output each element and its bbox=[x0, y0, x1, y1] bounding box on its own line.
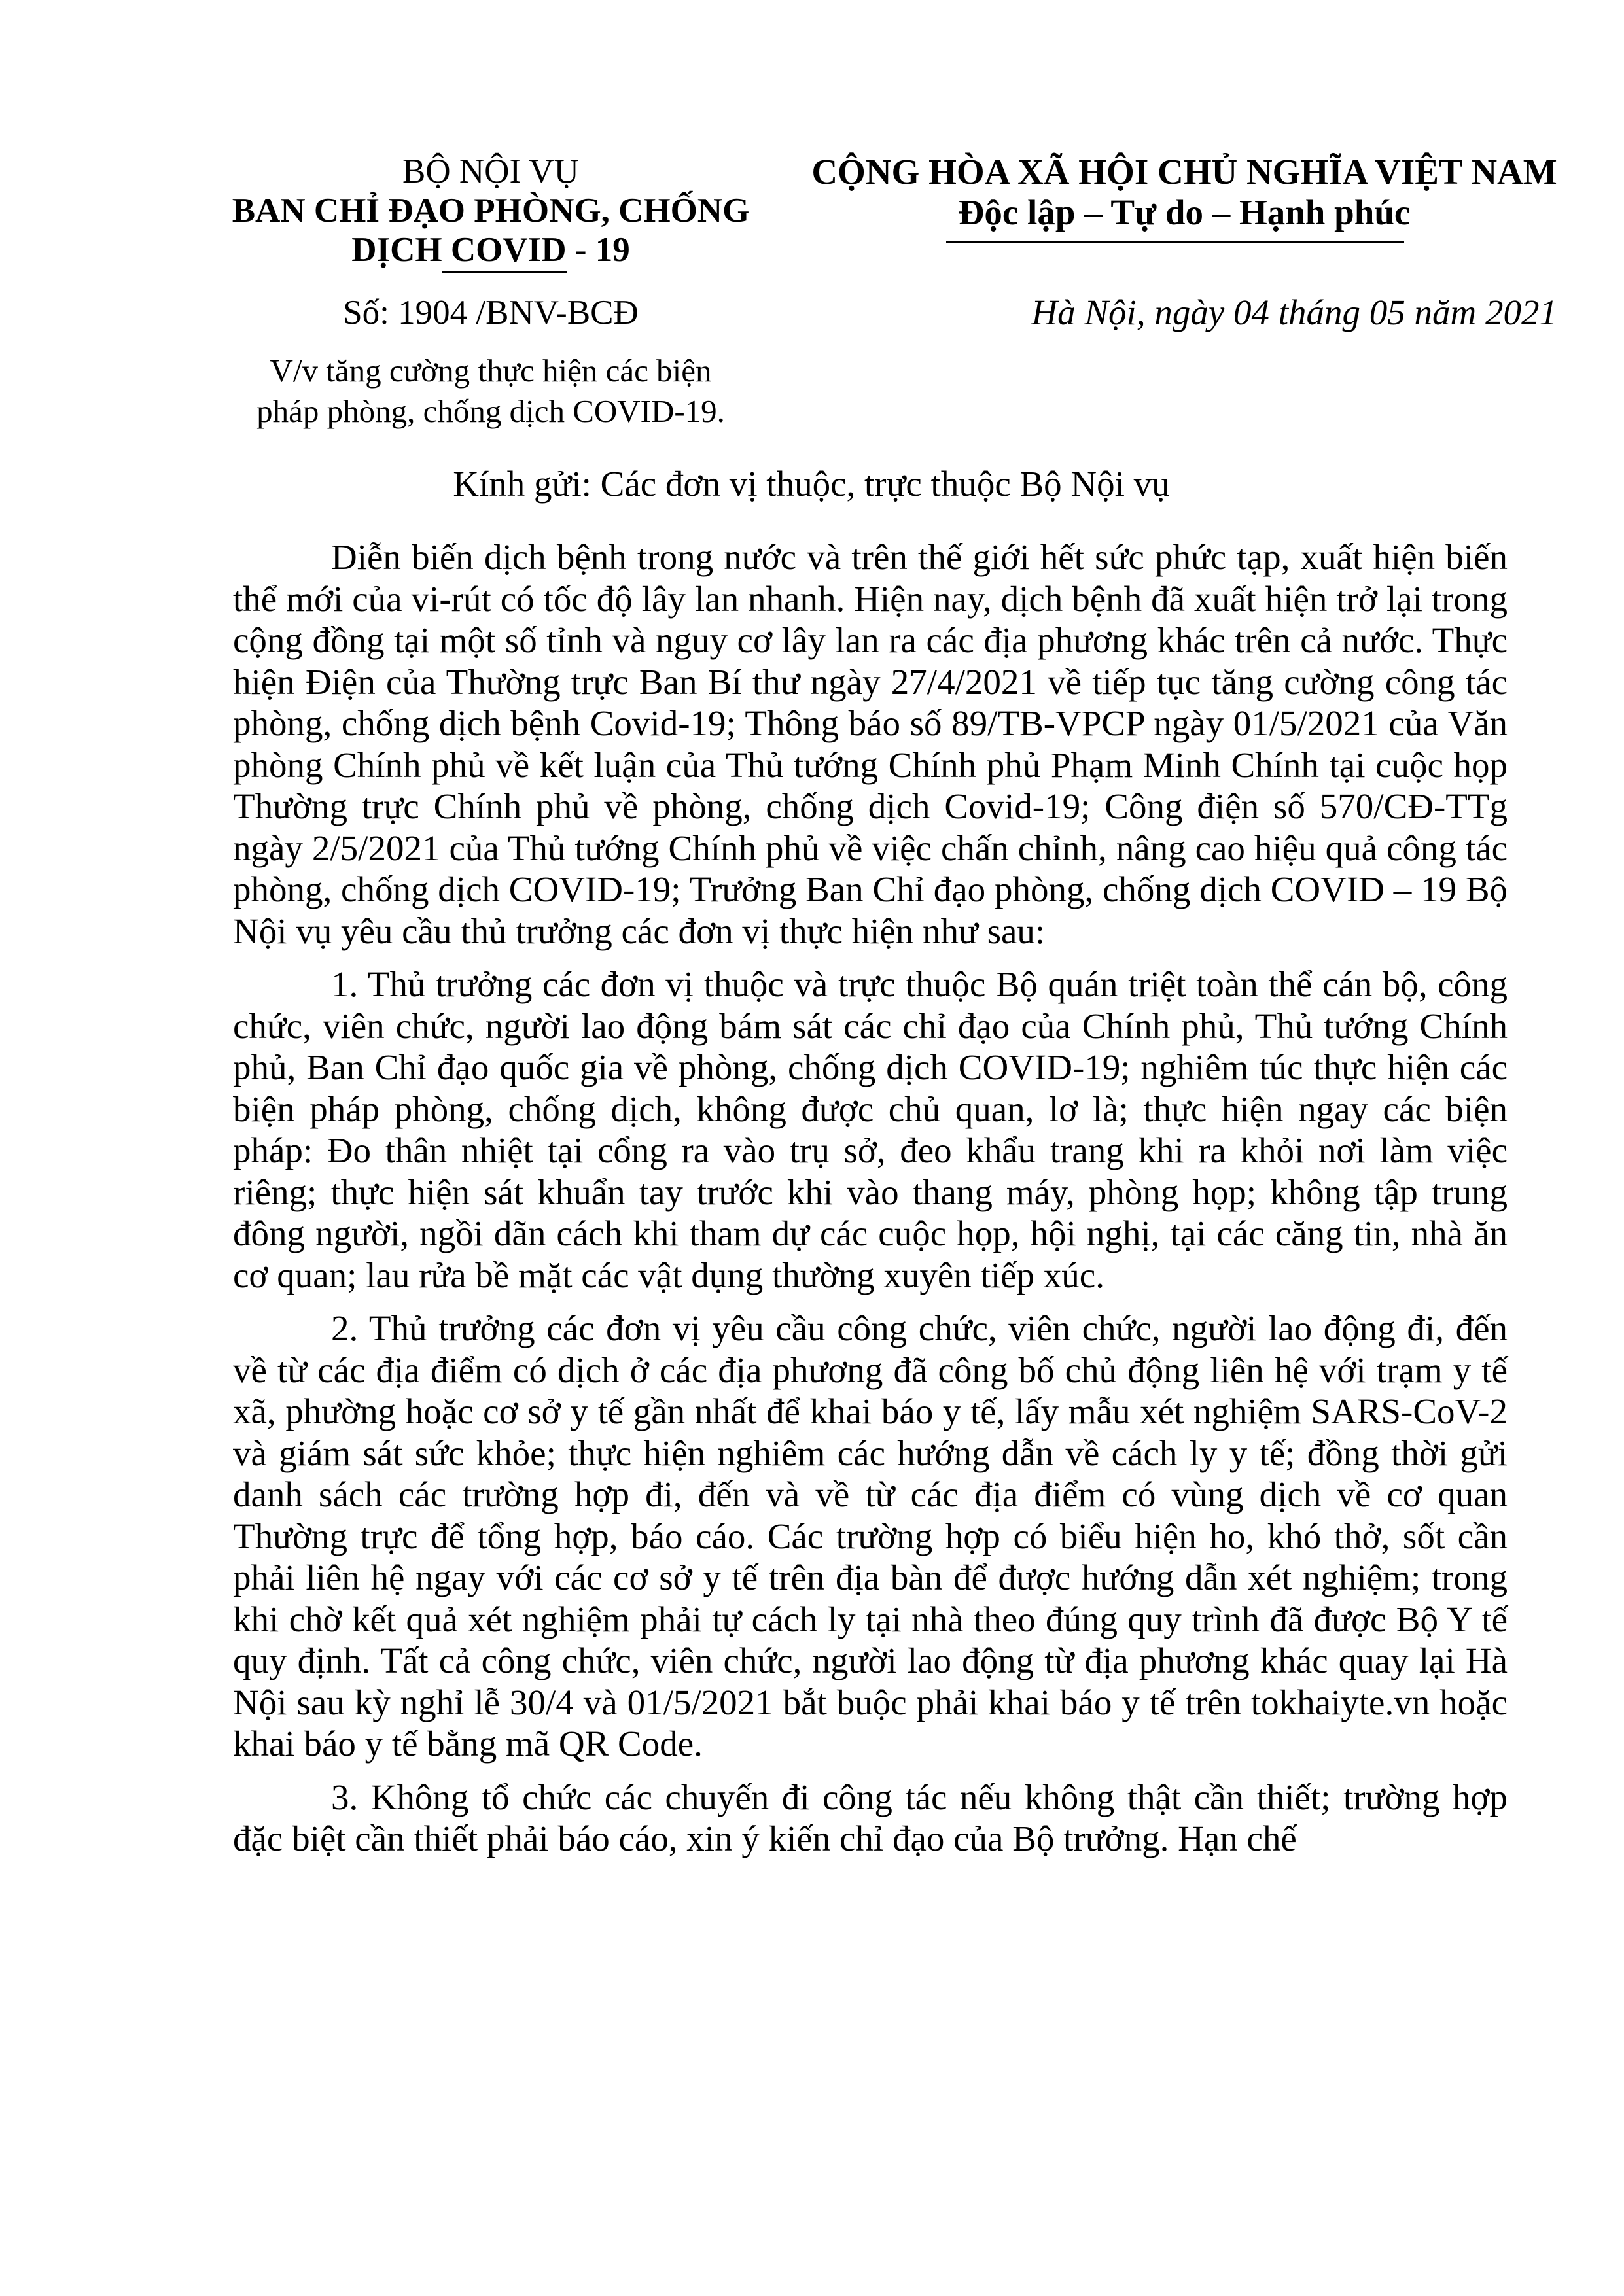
body-paragraph-intro: Diễn biến dịch bệnh trong nước và trên thế giới hết sức phức tạp, xuất hiện biến thể mới của vi-rút có tốc độ lây lan nhanh. Hiện nay, dịch bệnh đã xuất hiện trở lại trong cộng đồng tại một số tỉnh và nguy cơ lây lan ra các địa phương khác trên cả nước. Thực hiện Điện của Thường trực Ban Bí thư ngày 27/4/2021 về tiếp tục tăng cường công tác phòng, chống dịch bệnh Covid-19; Thông báo số 89/TB-VPCP ngày 01/5/2021 của Văn phòng Chính phủ về kết luận của Thủ tướng Chính phủ Phạm Minh Chính tại cuộc họp Thường trực Chính phủ về phòng, chống dịch Covid-19; Công điện số 570/CĐ-TTg ngày 2/5/2021 của Thủ tướng Chính phủ về việc chấn chỉnh, nâng cao hiệu quả công tác phòng, chống dịch COVID-19; Trưởng Ban Chỉ đạo phòng, chống dịch COVID – 19 Bộ Nội vụ yêu cầu thủ trưởng các đơn vị thực hiện như sau: bbox=[233, 537, 1508, 951]
recipient-line: Kính gửi: Các đơn vị thuộc, trực thuộc Bộ Nội vụ bbox=[453, 464, 1170, 504]
national-heading bbox=[798, 152, 1570, 233]
body-paragraph-item-2: 2. Thủ trưởng các đơn vị yêu cầu công chức, viên chức, người lao động đi, đến về từ các địa điểm có dịch ở các địa phương đã công bố chủ động liên hệ với trạm y tế xã, phường hoặc cơ sở y tế gần nhất để khai báo y tế, lấy mẫu xét nghiệm SARS-CoV-2 và giám sát sức khỏe; thực hiện nghiêm các hướng dẫn về cách ly y tế; đồng thời gửi danh sách các trường hợp đi, đến và về từ các địa điểm có vùng dịch về cơ quan Thường trực để tổng hợp, báo cáo. Các trường hợp có biểu hiện ho, khó thở, sốt cần phải liên hệ ngay với các cơ sở y tế trên địa bàn để được hướng dẫn xét nghiệm; trong khi chờ kết quả xét nghiệm phải tự cách ly tại nhà theo đúng quy trình đã được Bộ Y tế quy định. Tất cả công chức, viên chức, người lao động từ địa phương khác quay lại Hà Nội sau kỳ nghỉ lễ 30/4 và 01/5/2021 bắt buộc phải khai báo y tế trên tokhaiyte.vn hoặc khai báo y tế bằng mã QR Code. bbox=[233, 1308, 1508, 1764]
document-date: Hà Nội, ngày 04 tháng 05 năm 2021 bbox=[1031, 292, 1557, 332]
body-paragraph-item-3: 3. Không tổ chức các chuyến đi công tác nếu không thật cần thiết; trường hợp đặc biệt cần thiết phải báo cáo, xin ý kiến chỉ đạo của Bộ trưởng. Hạn chế bbox=[233, 1777, 1508, 1858]
country-name: CỘNG HÒA XÃ HỘI CHỦ NGHĨA VIỆT NAM bbox=[811, 152, 1557, 192]
document-body bbox=[233, 536, 1508, 1871]
subject-line2: pháp phòng, chống dịch COVID-19. bbox=[256, 393, 725, 429]
body-paragraph-item-1: 1. Thủ trưởng các đơn vị thuộc và trực thuộc Bộ quán triệt toàn thể cán bộ, công chức, viên chức, người lao động bám sát các chỉ đạo của Chính phủ, Thủ tướng Chính phủ, Ban Chỉ đạo quốc gia về phòng, chống dịch COVID-19; nghiêm túc thực hiện các biện pháp phòng, chống dịch, không được chủ quan, lơ là; thực hiện ngay các biện pháp: Đo thân nhiệt tại cổng ra vào trụ sở, đeo khẩu trang khi ra khỏi nơi làm việc riêng; thực hiện sát khuẩn tay trước khi vào thang máy, phòng họp; không tập trung đông người, ngồi dãn cách khi tham dự các cuộc họp, hội nghị, tại các căng tin, nhà ăn cơ quan; lau rửa bề mặt các vật dụng thường xuyên tiếp xúc. bbox=[233, 964, 1508, 1295]
document-subject bbox=[196, 351, 785, 432]
issuing-organization bbox=[196, 152, 785, 270]
national-motto: Độc lập – Tự do – Hạnh phúc bbox=[958, 192, 1411, 232]
motto-underline bbox=[946, 241, 1404, 243]
subject-line1: V/v tăng cường thực hiện các biện bbox=[270, 353, 712, 389]
committee-name-line2: DỊCH COVID - 19 bbox=[351, 231, 630, 269]
organization-underline bbox=[442, 271, 567, 273]
committee-name-line1: BAN CHỈ ĐẠO PHÒNG, CHỐNG bbox=[232, 192, 750, 230]
ministry-name: BỘ NỘI VỤ bbox=[402, 152, 579, 190]
document-number: Số: 1904 /BNV-BCĐ bbox=[343, 294, 639, 332]
